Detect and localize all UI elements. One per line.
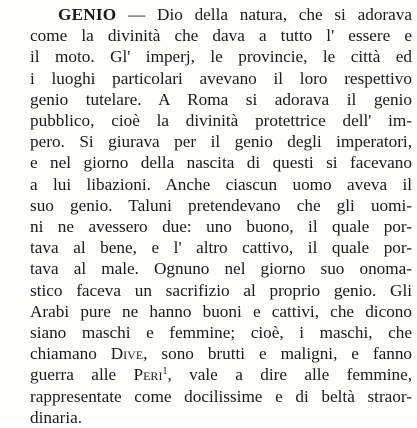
entry-line-5: genio tutelare. A Roma si adorava il genio [30, 89, 412, 109]
line-18-after: , vale a dire alle femmine, [167, 365, 413, 385]
entry-line-10: suo genio. Taluni pretendevano che gli uomi- [30, 195, 412, 215]
entry-line-1-text: Dio della natura, che si adorava [157, 5, 412, 24]
line-17-before: chiamano [30, 344, 111, 364]
entry-line-12: tava al bene, e l' altro cattivo, il quale por- [30, 238, 412, 258]
footnote-marker: 1 [162, 366, 168, 378]
entry-line-13: tava al male. Ognuno nel giorno suo onoma- [30, 259, 412, 279]
entry-line-16: siano maschi e femmine; cioè, i maschi, che [30, 323, 412, 343]
entry-line-19: rappresentate come docilissime e di beltà straor- [30, 386, 412, 406]
entry-line-7: pero. Si giurava per il genio degli imperatori, [30, 132, 412, 152]
entry-line-3: il moto. Gl' imperj, le provincie, le città ed [30, 47, 412, 67]
term-peri: Peri [133, 365, 163, 385]
entry-line-14: stico faceva un sacrifizio al proprio genio. Gli [30, 280, 412, 300]
entry-line-4: i luoghi particolari avevano il loro respettivo [30, 68, 412, 88]
entry-line-18 [30, 364, 412, 385]
line-17-after: , sono brutti e maligni, e fanno [143, 344, 413, 364]
dictionary-entry-genio [30, 4, 412, 428]
entry-line-20: dinaria. [30, 407, 83, 427]
entry-line-1 [30, 4, 412, 25]
entry-line-8: e nel giorno della nascita di questi si facevano [30, 153, 412, 173]
entry-line-11: ni ne avessero due: uno buono, il quale por- [30, 217, 412, 237]
headword-dash: — [116, 5, 158, 24]
entry-line-9: a lui libazioni. Anche ciascun uomo aveva il [30, 174, 412, 194]
entry-line-15: Arabi pure ne hanno buoni e cattivi, che dicono [30, 301, 412, 321]
entry-headword: GENIO [58, 5, 117, 24]
line-18-before: guerra alle [30, 365, 134, 385]
entry-line-2: come la divinità che dava a tutto l' essere e [30, 26, 412, 46]
entry-line-6: pubblico, cioè la divinità protettrice dell' im- [30, 111, 412, 131]
term-dive: Dive [110, 344, 144, 364]
entry-line-17 [30, 343, 412, 364]
